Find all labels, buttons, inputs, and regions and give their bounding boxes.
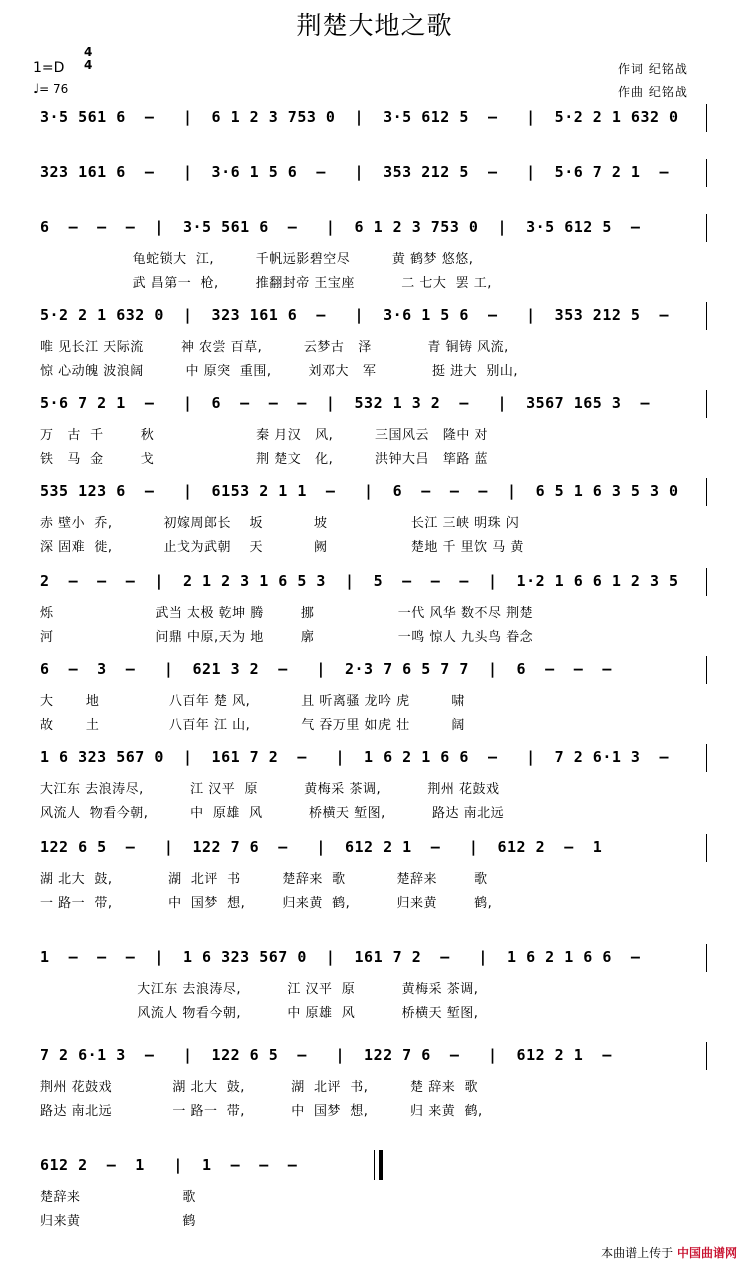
lyric-verse-2: 武 昌第一 枪, 推翻封帝 王宝座 二 七大 罢 工, bbox=[40, 276, 492, 291]
lyric-verse-1: 赤 壁小 乔, 初嫁周郎长 坂 坡 长江 三峡 明珠 闪 bbox=[40, 516, 520, 531]
tempo-marking bbox=[33, 82, 68, 97]
barline bbox=[706, 159, 707, 187]
notation-line: 5·2 2 1 632 0 | 323 161 6 – | 3·6 1 5 6 – | 353 212 5 – bbox=[40, 306, 670, 324]
notation-line: 6 – 3 – | 621 3 2 – | 2·3 7 6 5 7 7 | 6 – – – bbox=[40, 660, 612, 678]
notation-line: 1 – – – | 1 6 323 567 0 | 161 7 2 – | 1 6 2 1 6 6 – bbox=[40, 948, 641, 966]
quarter-note-icon: ♩ bbox=[33, 82, 40, 97]
lyric-verse-1: 大江东 去浪涛尽, 江 汉平 原 黄梅采 茶调, 荆州 花鼓戏 bbox=[40, 782, 500, 797]
time-signature bbox=[84, 46, 92, 72]
lyric-verse-1: 荆州 花鼓戏 湖 北大 鼓, 湖 北评 书, 楚 辞来 歌 bbox=[40, 1080, 478, 1095]
lyric-verse-2: 铁 马 金 戈 荆 楚文 化, 洪钟大吕 筚路 蓝 bbox=[40, 452, 489, 467]
barline bbox=[706, 302, 707, 330]
lyric-verse-2: 河 问鼎 中原,天为 地 廓 一鸣 惊人 九头鸟 眷念 bbox=[40, 630, 534, 645]
notation-line: 7 2 6·1 3 – | 122 6 5 – | 122 7 6 – | 612 2 1 – bbox=[40, 1046, 612, 1064]
lyric-verse-1: 湖 北大 鼓, 湖 北评 书 楚辞来 歌 楚辞来 歌 bbox=[40, 872, 488, 887]
notation-line: 3·5 561 6 – | 6 1 2 3 753 0 | 3·5 612 5 – | 5·2 2 1 632 0 bbox=[40, 108, 679, 126]
notation-line: 323 161 6 – | 3·6 1 5 6 – | 353 212 5 – | 5·6 7 2 1 – bbox=[40, 163, 670, 181]
barline bbox=[706, 390, 707, 418]
notation-line: 1 6 323 567 0 | 161 7 2 – | 1 6 2 1 6 6 – | 7 2 6·1 3 – bbox=[40, 748, 670, 766]
barline bbox=[706, 214, 707, 242]
lyric-verse-2: 归来黄 鹤 bbox=[40, 1214, 196, 1229]
notation-line: 122 6 5 – | 122 7 6 – | 612 2 1 – | 612 2 – 1 bbox=[40, 838, 603, 856]
lyric-verse-2: 惊 心动魄 波浪阔 中 原突 重围, 刘邓大 军 挺 进大 别山, bbox=[40, 364, 519, 379]
barline bbox=[706, 568, 707, 596]
footer-brand: 中国曲谱网 bbox=[676, 1246, 737, 1260]
barline bbox=[706, 944, 707, 972]
lyric-verse-1: 唯 见长江 天际流 神 农尝 百草, 云梦古 泽 青 铜铸 风流, bbox=[40, 340, 509, 355]
tempo-value: = 76 bbox=[39, 82, 69, 96]
barline bbox=[706, 478, 707, 506]
lyric-verse-1: 楚辞来 歌 bbox=[40, 1190, 196, 1205]
notation-line: 612 2 – 1 | 1 – – – bbox=[40, 1156, 298, 1174]
notation-line: 5·6 7 2 1 – | 6 – – – | 532 1 3 2 – | 3567 165 3 – bbox=[40, 394, 650, 412]
barline bbox=[706, 1042, 707, 1070]
footer bbox=[601, 1244, 737, 1261]
barline bbox=[706, 656, 707, 684]
lyric-verse-1: 大 地 八百年 楚 风, 且 听离骚 龙吟 虎 啸 bbox=[40, 694, 465, 709]
notation-line: 6 – – – | 3·5 561 6 – | 6 1 2 3 753 0 | 3·5 612 5 – bbox=[40, 218, 641, 236]
lyric-verse-2: 风流人 物看今朝, 中 原雄 风 桥横天 堑图, bbox=[40, 1006, 479, 1021]
key-signature: 1=D bbox=[33, 60, 65, 76]
song-title: 荆楚大地之歌 bbox=[296, 11, 453, 40]
lyric-verse-1: 龟蛇锁大 江, 千帆远影碧空尽 黄 鹤梦 悠悠, bbox=[40, 252, 474, 267]
time-signature-top: 4 bbox=[84, 45, 93, 59]
barline bbox=[706, 744, 707, 772]
lyric-verse-1: 万 古 千 秋 秦 月汉 风, 三国风云 隆中 对 bbox=[40, 428, 489, 443]
composer-credit: 作曲 纪铭战 bbox=[618, 85, 688, 99]
barline bbox=[706, 104, 707, 132]
lyric-verse-2: 风流人 物看今朝, 中 原雄 风 桥横天 堑图, 路达 南北远 bbox=[40, 806, 505, 821]
notation-line: 535 123 6 – | 6153 2 1 1 – | 6 – – – | 6 5 1 6 3 5 3 0 bbox=[40, 482, 679, 500]
footer-text: 本曲谱上传于 bbox=[601, 1246, 674, 1260]
lyric-verse-2: 一 路一 带, 中 国梦 想, 归来黄 鹤, 归来黄 鹤, bbox=[40, 896, 493, 911]
lyric-verse-2: 深 固难 徙, 止戈为武朝 天 阙 楚地 千 里饮 马 黄 bbox=[40, 540, 524, 555]
notation-line: 2 – – – | 2 1 2 3 1 6 5 3 | 5 – – – | 1·2 1 6 6 1 2 3 5 bbox=[40, 572, 679, 590]
lyric-verse-1: 烁 武当 太极 乾坤 腾 挪 一代 风华 数不尽 荆楚 bbox=[40, 606, 534, 621]
final-barline bbox=[374, 1150, 383, 1180]
lyric-verse-2: 故 土 八百年 江 山, 气 吞万里 如虎 壮 阔 bbox=[40, 718, 465, 733]
barline bbox=[706, 834, 707, 862]
lyric-verse-2: 路达 南北远 一 路一 带, 中 国梦 想, 归 来黄 鹤, bbox=[40, 1104, 483, 1119]
lyric-verse-1: 大江东 去浪涛尽, 江 汉平 原 黄梅采 茶调, bbox=[40, 982, 479, 997]
lyricist-credit: 作词 纪铭战 bbox=[618, 62, 688, 76]
time-signature-bottom: 4 bbox=[84, 58, 93, 72]
